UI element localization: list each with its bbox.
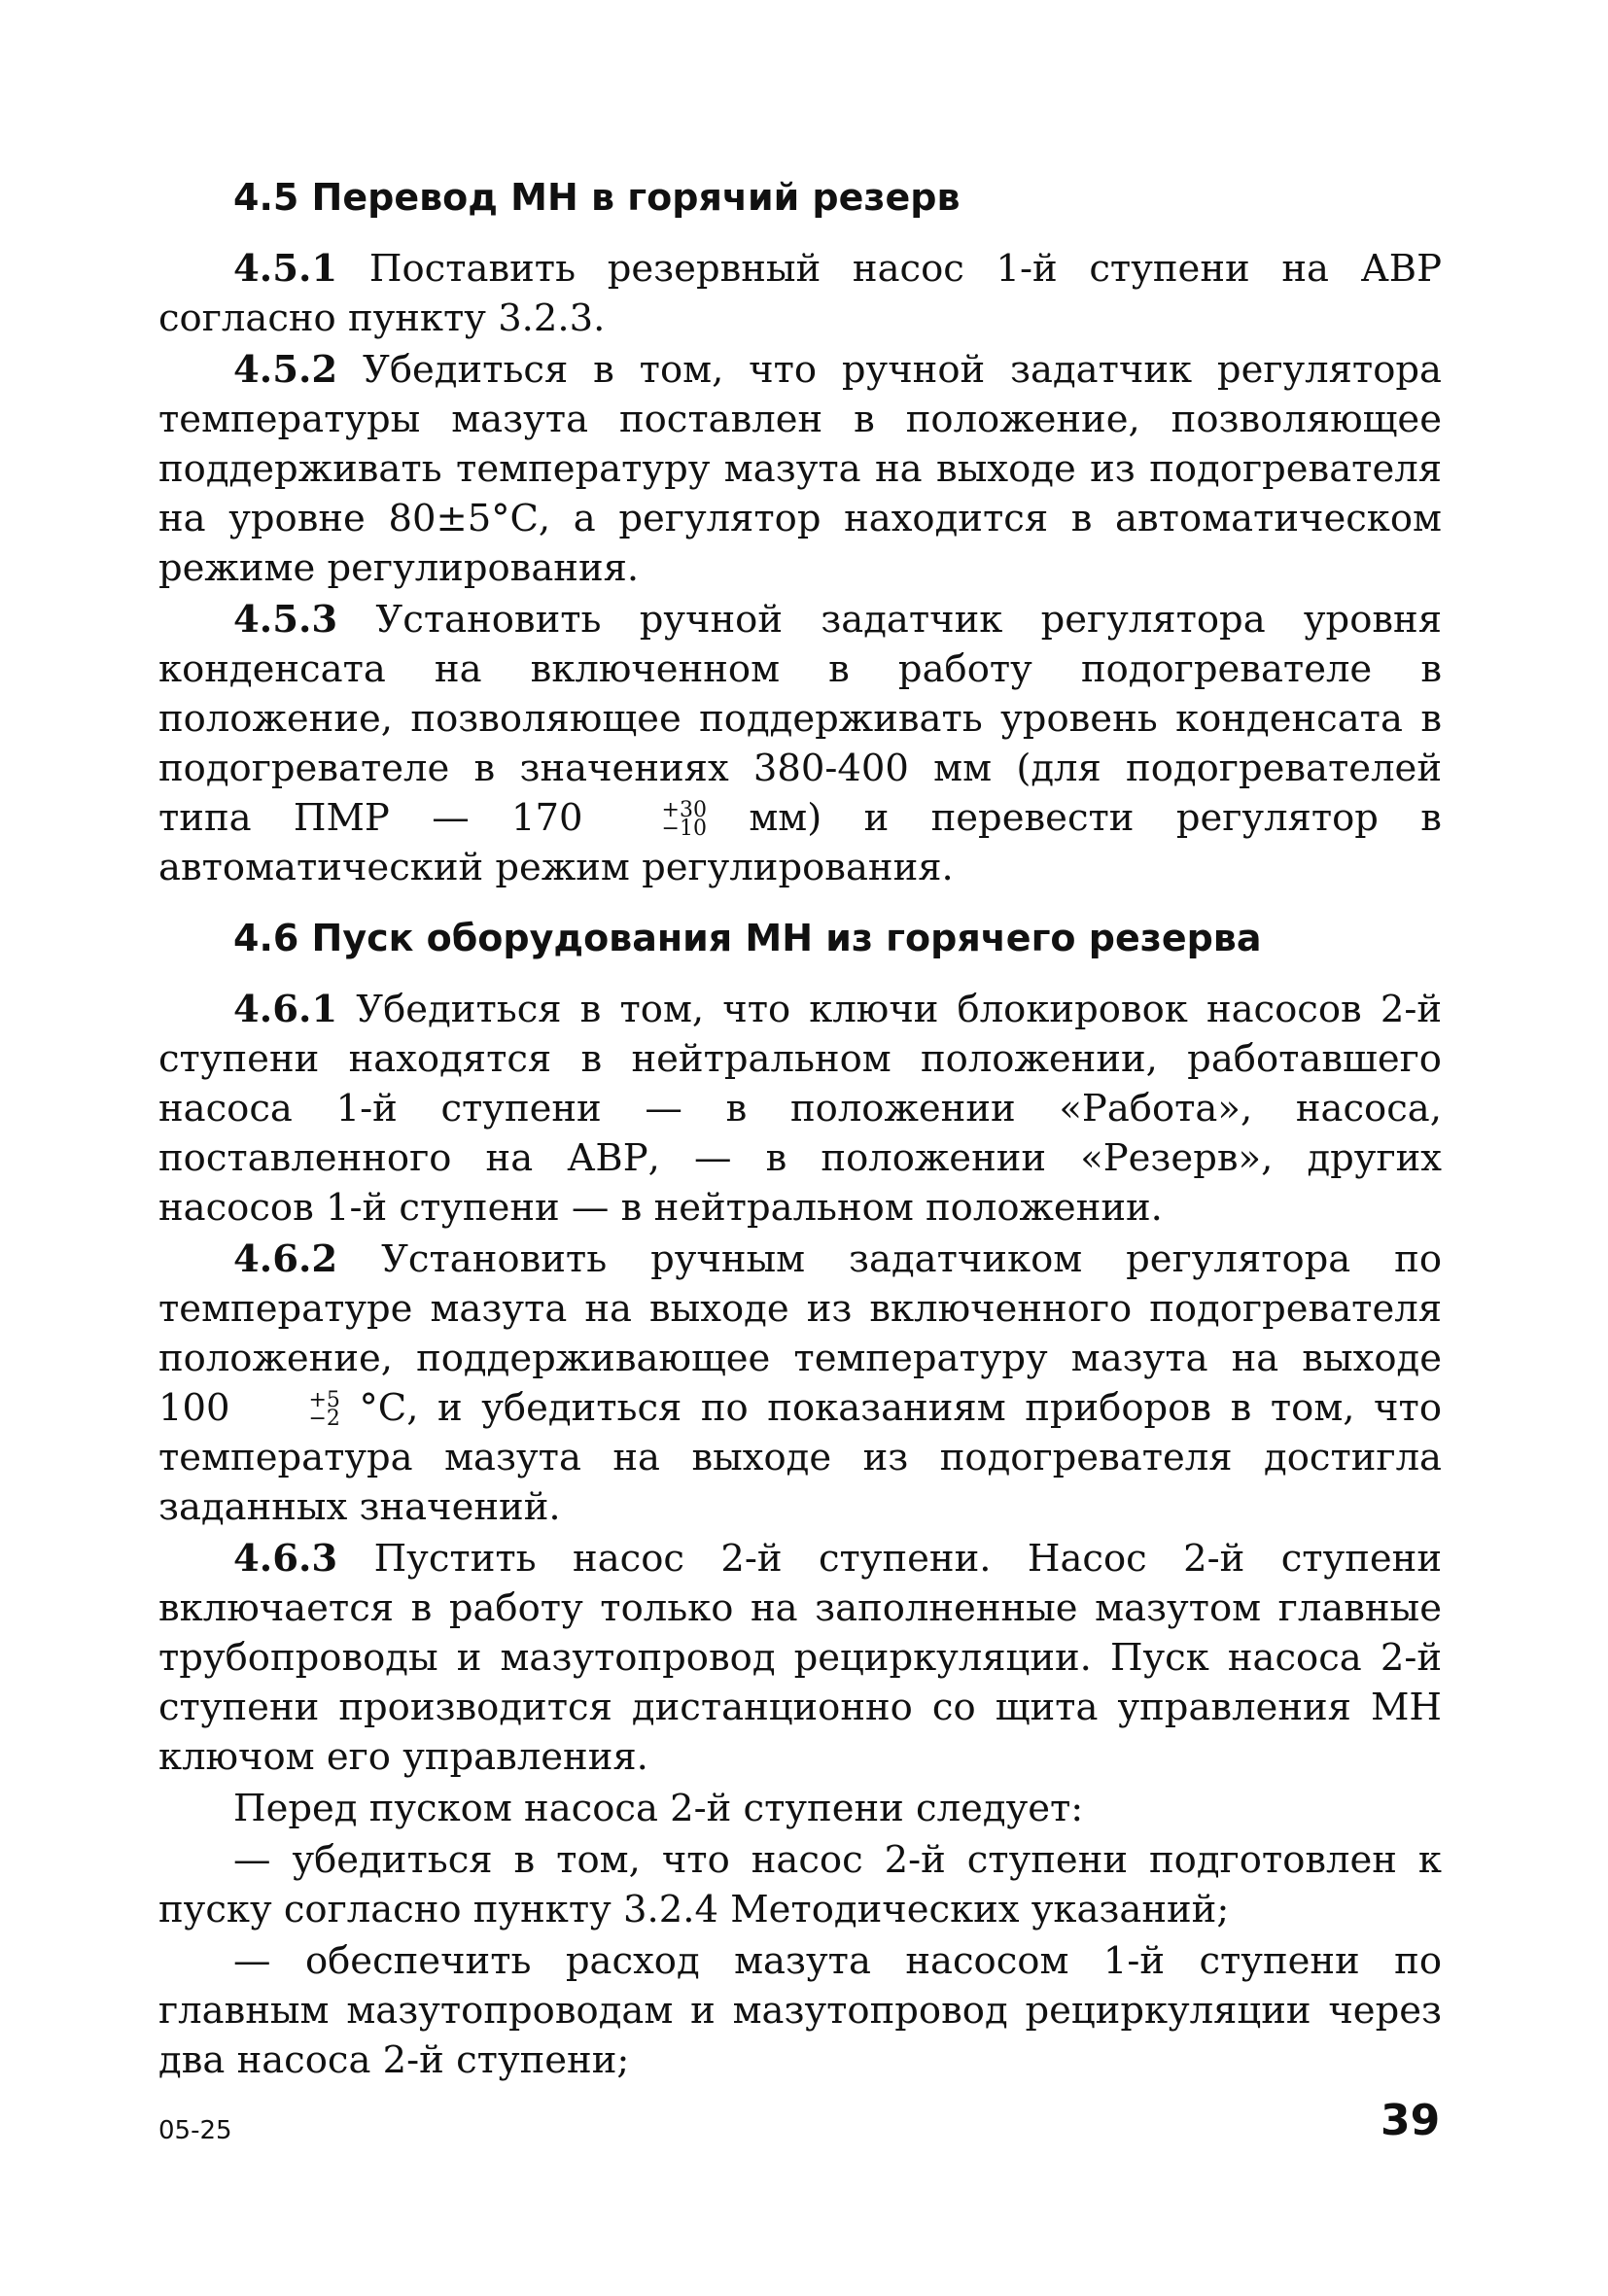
clause-number: 4.6.2	[233, 1237, 338, 1281]
clause-text: Убедиться в том, что ручной задатчик регулятора температуры мазута поставлен в положение, позволяющее поддерживать температуру мазута на выходе из подогревателя на уровне 80±5°С, а регулятор находится в автоматическом режиме регулирования.	[158, 348, 1442, 590]
page-content	[158, 173, 1442, 2087]
paragraph-4-6-3	[158, 1534, 1442, 1782]
clause-number: 4.5.3	[233, 598, 338, 642]
paragraph-4-6-2	[158, 1235, 1442, 1532]
tolerance-upper: +30	[661, 798, 707, 823]
clause-text-cont: мм) и перевести регулятор в автоматический режим регулирования.	[158, 796, 1442, 889]
clause-number: 4.6.3	[233, 1537, 338, 1581]
tolerance-lower: −2	[308, 1407, 340, 1431]
clause-text: Установить ручной задатчик регулятора уровня конденсата на включенном в работу подогревателе в положение, позволяющее поддерживать уровень конденсата в подогревателе в значениях 380-400 мм (для подогревателей типа ПМР — 170	[158, 598, 1442, 840]
tolerance-upper: +5	[308, 1388, 340, 1413]
paragraph-4-6-1	[158, 985, 1442, 1233]
footer-code: 05-25	[158, 2116, 232, 2145]
tolerance-lower: −10	[661, 817, 707, 841]
paragraph-4-5-2	[158, 345, 1442, 593]
clause-text: Поставить резервный насос 1-й ступени на АВР согласно пункту 3.2.3.	[158, 247, 1442, 340]
tolerance	[234, 1388, 340, 1431]
list-item: — убедиться в том, что насос 2-й ступени подготовлен к пуску согласно пункту 3.2.4 Методических указаний;	[158, 1838, 1442, 1931]
section-heading-4-6: 4.6 Пуск оборудования МН из горячего резерва	[233, 917, 1262, 959]
paragraph-4-5-1	[158, 244, 1442, 343]
paragraph-4-5-3	[158, 595, 1442, 892]
clause-text-cont: °С, и убедиться по показаниям приборов в том, что температура мазута на выходе из подогревателя достигла заданных значений.	[158, 1386, 1442, 1529]
list-item: — обеспечить расход мазута насосом 1-й ступени по главным мазутопроводам и мазутопровод рециркуляции через два насоса 2-й ступени;	[158, 1939, 1442, 2082]
paragraph-before-start: Перед пуском насоса 2-й ступени следует:	[233, 1787, 1084, 1830]
section-heading-4-5: 4.5 Перевод МН в горячий резерв	[233, 176, 961, 219]
clause-text: Установить ручным задатчиком регулятора по температуре мазута на выходе из включенного подогревателя положение, поддерживающее температуру мазута на выходе 100	[158, 1237, 1442, 1430]
clause-number: 4.5.2	[233, 348, 338, 392]
clause-number: 4.5.1	[233, 247, 338, 291]
tolerance	[587, 798, 707, 841]
page-number: 39	[1381, 2096, 1441, 2145]
clause-text: Убедиться в том, что ключи блокировок насосов 2-й ступени находятся в нейтральном положении, работавшего насоса 1-й ступени — в положении «Работа», насоса, поставленного на АВР, — в положении «Резерв», других насосов 1-й ступени — в нейтральном положении.	[158, 988, 1442, 1230]
clause-text: Пустить насос 2-й ступени. Насос 2-й ступени включается в работу только на заполненные мазутом главные трубопроводы и мазутопровод рециркуляции. Пуск насоса 2-й ступени производится дистанционно со щита управления МН ключом его управления.	[158, 1537, 1442, 1779]
clause-number: 4.6.1	[233, 988, 338, 1031]
